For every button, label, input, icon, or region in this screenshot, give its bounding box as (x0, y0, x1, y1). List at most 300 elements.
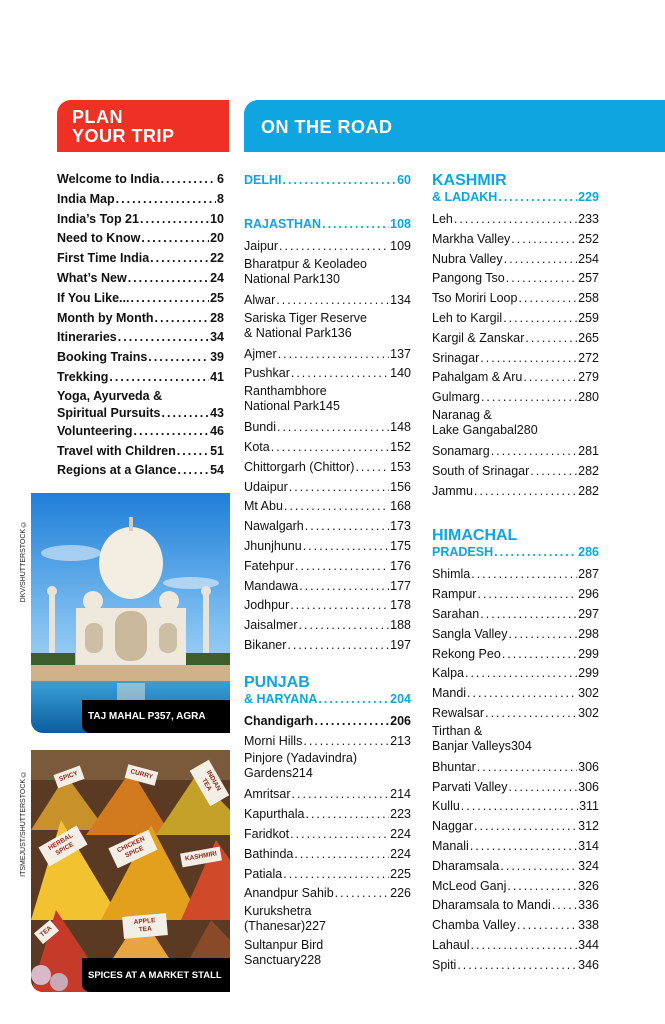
toc-entry-name: Udaipur (244, 479, 288, 494)
leader-dots (511, 230, 577, 250)
toc-entry-leh[interactable] (432, 210, 599, 230)
toc-entry-national-park[interactable] (244, 399, 411, 418)
plan-title-line2: YOUR TRIP (72, 126, 175, 146)
toc-entry-name: Sanctuary (244, 953, 301, 968)
leader-dots (133, 422, 209, 442)
toc-entry-name: Jammu (432, 483, 473, 498)
toc-entry-mt-abu[interactable] (244, 497, 411, 517)
leader-dots (283, 865, 389, 885)
toc-entry-tso-moriri-loop[interactable] (432, 289, 599, 309)
toc-entry-name: Jaisalmer (244, 618, 298, 633)
toc-entry-page: 280 (578, 390, 599, 405)
leader-dots (503, 309, 577, 329)
leader-dots (518, 289, 577, 309)
toc-entry-if-you-like[interactable] (57, 289, 224, 309)
toc-entry-gardens[interactable] (244, 766, 411, 785)
leader-dots (506, 269, 577, 289)
toc-entry-leh-to-kargil[interactable] (432, 309, 599, 329)
toc-entry-udaipur[interactable] (244, 478, 411, 498)
toc-entry-spiritual-pursuits[interactable] (57, 404, 224, 422)
toc-entry-nawalgarh[interactable] (244, 517, 411, 537)
toc-entry-bikaner[interactable] (244, 636, 411, 656)
toc-entry-page: 311 (579, 799, 599, 814)
toc-entry-thanesar[interactable] (244, 919, 411, 938)
leader-dots (525, 329, 577, 349)
toc-entry-dharamsala[interactable] (432, 857, 599, 877)
leader-dots (294, 845, 389, 865)
leader-dots (141, 229, 209, 249)
toc-entry-page: 265 (578, 330, 599, 345)
toc-entry-travel-with-children[interactable] (57, 442, 224, 462)
leader-dots (290, 825, 389, 845)
leader-dots (335, 884, 389, 904)
leader-dots (509, 625, 578, 645)
toc-entry-national-park[interactable] (244, 326, 411, 345)
toc-entry-page: 226 (390, 886, 411, 901)
toc-entry-name-line1: Ranthambhore (244, 384, 327, 399)
toc-entry-page: 336 (578, 898, 599, 913)
toc-entry-srinagar[interactable] (432, 349, 599, 369)
toc-entry-page: 153 (390, 459, 411, 474)
toc-entry-page: 176 (390, 558, 411, 573)
toc-entry-amritsar[interactable] (244, 785, 411, 805)
toc-entry-name: Gulmarg (432, 390, 480, 405)
toc-entry-name: Nawalgarh (244, 519, 304, 534)
toc-entry-page: 279 (578, 370, 599, 385)
toc-entry-ranthambhore-national-park[interactable] (244, 384, 411, 418)
toc-entry-name: & HARYANA (244, 691, 318, 706)
toc-entry-naranag-lake-gangabal[interactable] (432, 408, 599, 442)
toc-entry-page: 298 (578, 626, 599, 641)
toc-entry-name: Month by Month (57, 310, 154, 325)
leader-dots (278, 345, 389, 365)
leader-dots (477, 758, 577, 778)
region-rajasthan[interactable] (244, 216, 411, 233)
leader-dots (480, 605, 577, 625)
region-delhi[interactable] (244, 172, 411, 189)
toc-entry-name-line1: Tirthan & (432, 723, 483, 738)
toc-entry-name: Regions at a Glance (57, 463, 177, 478)
toc-entry-page: 281 (578, 443, 599, 458)
toc-entry-jaipur[interactable] (244, 237, 411, 257)
toc-entry-page: 224 (390, 846, 411, 861)
toc-entry-page: 229 (578, 190, 599, 204)
toc-entry-page: 225 (390, 866, 411, 881)
toc-entry-name-line1: Kurukshetra (244, 904, 312, 919)
toc-entry-name: First Time India (57, 251, 150, 266)
region-ladakh[interactable] (432, 172, 599, 206)
leader-dots (467, 684, 577, 704)
toc-entry-booking-trains[interactable] (57, 348, 224, 368)
toc-entry-chittorgarh-chittor[interactable] (244, 458, 411, 478)
leader-dots (494, 544, 577, 561)
toc-entry-south-of-srinagar[interactable] (432, 462, 599, 482)
toc-entry-kullu[interactable] (432, 797, 599, 817)
toc-entry-name-line1: Pinjore (Yadavindra) (244, 751, 358, 766)
leader-dots (299, 577, 389, 597)
toc-entry-jaisalmer[interactable] (244, 616, 411, 636)
toc-entry-name: Manali (432, 838, 469, 853)
leader-dots (322, 216, 389, 233)
toc-entry-page: 254 (578, 251, 599, 266)
toc-entry-page: 280 (516, 422, 538, 437)
toc-entry-name: India’s Top 21 (57, 211, 139, 226)
toc-entry-name: Rekong Peo (432, 646, 501, 661)
contents-column-2 (432, 170, 599, 976)
toc-entry-page: 145 (319, 399, 340, 414)
toc-entry-page: 233 (578, 212, 599, 226)
toc-entry-page: 109 (390, 239, 411, 253)
toc-entry-delhi[interactable] (244, 172, 411, 189)
toc-entry-first-time-india[interactable] (57, 249, 224, 269)
spice-tag: CHICKEN SPICE (108, 830, 157, 869)
toc-entry-manali[interactable] (432, 837, 599, 857)
toc-entry-bhuntar[interactable] (432, 758, 599, 778)
toc-entry-page: 299 (578, 646, 599, 661)
toc-entry-page: 272 (578, 350, 599, 365)
toc-entry-name: Leh (432, 212, 453, 226)
toc-entry-sultanpur-bird-sanctuary[interactable] (244, 938, 411, 972)
toc-entry-name: Gardens (244, 766, 292, 781)
toc-entry-volunteering[interactable] (57, 422, 224, 442)
leader-dots (480, 349, 577, 369)
toc-entry-page: 306 (578, 779, 599, 794)
toc-entry-name-line1: Sultanpur Bird (244, 938, 324, 953)
region-haryana[interactable] (244, 674, 411, 708)
toc-entry-pangong-tso[interactable] (432, 269, 599, 289)
toc-entry-haryana[interactable] (244, 691, 411, 708)
toc-entry-need-to-know[interactable] (57, 229, 224, 249)
leader-dots (289, 478, 389, 498)
region-name-line1: PUNJAB (244, 673, 310, 691)
leader-dots (177, 461, 209, 481)
toc-entry-name: Banjar Valleys (432, 738, 511, 753)
toc-entry-kota[interactable] (244, 438, 411, 458)
toc-entry-name: Morni Hills (244, 733, 303, 748)
toc-entry-page: 227 (305, 919, 326, 934)
toc-entry-page: 168 (390, 499, 411, 514)
toc-entry-name-line1: Bharatpur & Keoladeo (244, 256, 368, 271)
toc-entry-kapurthala[interactable] (244, 805, 411, 825)
leader-dots (517, 916, 577, 936)
toc-entry-shimla[interactable] (432, 565, 599, 585)
toc-entry-markha-valley[interactable] (432, 230, 599, 250)
toc-entry-name: & National Park (244, 325, 331, 340)
toc-entry-kurukshetra-thanesar[interactable] (244, 904, 411, 938)
toc-entry-page: 177 (390, 578, 411, 593)
toc-entry-pradesh[interactable] (432, 544, 599, 561)
toc-entry-sangla-valley[interactable] (432, 625, 599, 645)
leader-dots (271, 438, 389, 458)
leader-dots (491, 442, 577, 462)
toc-entry-jammu[interactable] (432, 482, 599, 502)
toc-entry-sanctuary[interactable] (244, 953, 411, 972)
toc-entry-page: 282 (578, 463, 599, 478)
toc-entry-name: Chamba Valley (432, 918, 516, 933)
toc-entry-page: 188 (390, 618, 411, 633)
toc-entry-page: 304 (510, 738, 532, 753)
toc-entry-chamba-valley[interactable] (432, 916, 599, 936)
leader-dots (454, 210, 577, 230)
toc-entry-page: 148 (390, 420, 411, 435)
toc-entry-page: 173 (390, 519, 411, 534)
leader-dots (130, 289, 209, 309)
toc-entry-india-s-top-21[interactable] (57, 210, 224, 230)
leader-dots (477, 585, 577, 605)
toc-entry-lake-gangabal[interactable] (432, 423, 599, 442)
toc-entry-india-map[interactable] (57, 190, 224, 210)
toc-entry-kargil-zanskar[interactable] (432, 329, 599, 349)
region-pradesh[interactable] (432, 527, 599, 561)
toc-entry-faridkot[interactable] (244, 825, 411, 845)
taj-caption: TAJ MAHAL P357, AGRA (82, 700, 230, 733)
toc-entry-anandpur-sahib[interactable] (244, 884, 411, 904)
toc-entry-ladakh[interactable] (432, 189, 599, 206)
toc-entry-page: 302 (578, 686, 599, 701)
toc-entry-name: Volunteering (57, 423, 133, 438)
toc-entry-page: 258 (578, 291, 599, 306)
spice-tag: SPICY (53, 766, 84, 789)
toc-entry-name: Mandawa (244, 578, 299, 593)
contents-column-1 (244, 170, 411, 972)
leader-dots (150, 249, 209, 269)
toc-entry-name: Spiti (432, 957, 457, 972)
toc-entry-page: 346 (578, 957, 599, 972)
leader-dots (140, 210, 209, 230)
toc-entry-name-line1: Yoga, Ayurveda & (57, 388, 163, 403)
toc-entry-name: Bhuntar (432, 759, 476, 774)
spice-tag: CURRY (125, 764, 158, 786)
spices-photo (31, 750, 230, 992)
toc-entry-page: 223 (390, 807, 411, 822)
toc-entry-page: 197 (390, 637, 411, 652)
toc-entry-page: 41 (210, 369, 224, 384)
leader-dots (284, 497, 389, 517)
toc-entry-parvati-valley[interactable] (432, 778, 599, 798)
toc-entry-page: 108 (390, 217, 411, 231)
leader-dots (279, 237, 389, 257)
toc-entry-name: India Map (57, 191, 115, 206)
spice-photo-credit: ITSMEJUST/SHUTTERSTOCK © (20, 770, 27, 877)
toc-entry-mcleod-ganj[interactable] (432, 877, 599, 897)
toc-entry-name: Dharamsala to Mandi (432, 898, 551, 913)
region-name-line1: HIMACHAL (432, 527, 518, 545)
toc-entry-ajmer[interactable] (244, 345, 411, 365)
toc-entry-bathinda[interactable] (244, 845, 411, 865)
toc-entry-name: Chandigarh (244, 713, 314, 728)
toc-entry-sonamarg[interactable] (432, 442, 599, 462)
leader-dots (470, 837, 577, 857)
toc-entry-welcome-to-india[interactable] (57, 170, 224, 190)
spice-caption: SPICES AT A MARKET STALL (82, 958, 230, 992)
toc-entry-rekong-peo[interactable] (432, 645, 599, 665)
toc-entry-page: 314 (578, 838, 599, 853)
toc-entry-page: 43 (210, 405, 224, 420)
toc-entry-name: Itineraries (57, 330, 117, 345)
toc-entry-pahalgam-aru[interactable] (432, 368, 599, 388)
spice-tag: APPLE TEA (122, 913, 168, 939)
toc-entry-page: 259 (578, 310, 599, 325)
toc-entry-page: 60 (397, 173, 411, 187)
toc-entry-page: 252 (578, 231, 599, 246)
toc-entry-sariska-tiger-reserve-national-park[interactable] (244, 311, 411, 345)
toc-entry-page: 46 (210, 423, 224, 438)
toc-entry-name: Markha Valley (432, 231, 511, 246)
toc-entry-dharamsala-to-mandi[interactable] (432, 896, 599, 916)
toc-entry-page: 286 (578, 545, 599, 560)
toc-entry-name: Anandpur Sahib (244, 886, 334, 901)
plan-your-trip-banner (57, 100, 229, 152)
toc-entry-page: 338 (578, 918, 599, 933)
toc-entry-name: Sonamarg (432, 443, 490, 458)
toc-entry-lahaul[interactable] (432, 936, 599, 956)
leader-dots (287, 636, 389, 656)
toc-entry-page: 204 (390, 691, 411, 706)
toc-entry-name: Kargil & Zanskar (432, 330, 525, 345)
toc-entry-regions-at-a-glance[interactable] (57, 461, 224, 481)
toc-entry-page: 24 (210, 270, 224, 285)
leader-dots (155, 309, 210, 329)
toc-entry-name: Trekking (57, 369, 109, 384)
toc-entry-name: Leh to Kargil (432, 310, 503, 325)
toc-entry-name: Faridkot (244, 826, 290, 841)
toc-entry-page: 344 (578, 937, 599, 952)
leader-dots (128, 269, 209, 289)
leader-dots (355, 458, 389, 478)
toc-entry-mandi[interactable] (432, 684, 599, 704)
toc-entry-page: 214 (390, 787, 411, 802)
toc-entry-name: Ajmer (244, 346, 277, 361)
toc-entry-name: Fatehpur (244, 558, 295, 573)
leader-dots (485, 704, 577, 724)
leader-dots (305, 805, 389, 825)
leader-dots (474, 817, 577, 837)
spice-tag: TEA (34, 920, 59, 944)
toc-entry-chandigarh[interactable] (244, 712, 411, 732)
toc-entry-page: 175 (390, 538, 411, 553)
toc-entry-bharatpur-keoladeo-national-park[interactable] (244, 257, 411, 291)
toc-entry-pushkar[interactable] (244, 364, 411, 384)
leader-dots (318, 691, 389, 708)
toc-entry-what-s-new[interactable] (57, 269, 224, 289)
toc-entry-name-line1: Naranag & (432, 407, 492, 422)
toc-entry-name: Parvati Valley (432, 779, 508, 794)
toc-entry-name: PRADESH (432, 545, 494, 560)
toc-entry-name: Need to Know (57, 231, 141, 246)
toc-entry-page: 206 (390, 713, 411, 728)
toc-entry-rewalsar[interactable] (432, 704, 599, 724)
toc-entry-name: Pushkar (244, 366, 290, 381)
toc-entry-bundi[interactable] (244, 418, 411, 438)
toc-entry-name: Kota (244, 439, 270, 454)
toc-entry-name: DELHI (244, 173, 282, 187)
toc-entry-name: Spiritual Pursuits (57, 405, 161, 420)
toc-entry-morni-hills[interactable] (244, 732, 411, 752)
toc-entry-itineraries[interactable] (57, 328, 224, 348)
toc-entry-name: Bundi (244, 420, 276, 435)
leader-dots (481, 388, 577, 408)
toc-entry-name: Lake Gangabal (432, 422, 517, 437)
toc-entry-page: 324 (578, 858, 599, 873)
leader-dots (530, 462, 577, 482)
leader-dots (471, 565, 577, 585)
leader-dots (509, 778, 578, 798)
toc-entry-sarahan[interactable] (432, 605, 599, 625)
toc-entry-rajasthan[interactable] (244, 216, 411, 233)
leader-dots (177, 442, 209, 462)
toc-entry-page: 137 (390, 346, 411, 361)
toc-entry-name: Pangong Tso (432, 271, 505, 286)
toc-entry-month-by-month[interactable] (57, 309, 224, 329)
leader-dots (148, 348, 209, 368)
toc-entry-name: Srinagar (432, 350, 480, 365)
taj-mahal-image (31, 493, 230, 733)
leader-dots (276, 291, 389, 311)
toc-entry-name: What’s New (57, 270, 127, 285)
toc-entry-jhunjhunu[interactable] (244, 537, 411, 557)
toc-entry-spiti[interactable] (432, 956, 599, 976)
toc-entry-page: 25 (210, 290, 224, 305)
toc-entry-name: Sangla Valley (432, 626, 508, 641)
toc-entry-name: RAJASTHAN (244, 217, 322, 231)
toc-entry-alwar[interactable] (244, 291, 411, 311)
toc-entry-name: (Thanesar) (244, 919, 306, 934)
toc-entry-mandawa[interactable] (244, 577, 411, 597)
toc-entry-spiritual-pursuits[interactable] (57, 388, 224, 422)
toc-entry-jodhpur[interactable] (244, 596, 411, 616)
toc-entry-national-park[interactable] (244, 272, 411, 291)
toc-entry-tirthan-banjar-valleys[interactable] (432, 724, 599, 758)
toc-entry-page: 326 (578, 878, 599, 893)
toc-entry-page: 54 (210, 463, 224, 478)
toc-entry-kalpa[interactable] (432, 664, 599, 684)
toc-entry-page: 20 (210, 231, 224, 246)
toc-entry-page: 28 (210, 310, 224, 325)
toc-entry-name: McLeod Ganj (432, 878, 507, 893)
toc-entry-name: Sarahan (432, 606, 480, 621)
toc-entry-page: 228 (300, 953, 322, 968)
toc-entry-page: 152 (390, 439, 411, 454)
leader-dots (305, 517, 389, 537)
leader-dots (299, 616, 390, 636)
toc-entry-page: 6 (217, 172, 224, 186)
toc-entry-gulmarg[interactable] (432, 388, 599, 408)
road-title: ON THE ROAD (261, 117, 393, 137)
leader-dots (283, 172, 397, 189)
toc-entry-nubra-valley[interactable] (432, 250, 599, 270)
leader-dots (292, 785, 390, 805)
toc-entry-name: Alwar (244, 292, 276, 307)
toc-entry-patiala[interactable] (244, 865, 411, 885)
toc-entry-naggar[interactable] (432, 817, 599, 837)
toc-entry-page: 257 (578, 271, 599, 286)
leader-dots (291, 364, 389, 384)
toc-entry-name: Amritsar (244, 787, 291, 802)
toc-entry-page: 287 (578, 567, 599, 582)
toc-entry-banjar-valleys[interactable] (432, 739, 599, 758)
toc-entry-page: 130 (319, 271, 340, 286)
toc-entry-name: Shimla (432, 567, 471, 582)
leader-dots (471, 936, 578, 956)
toc-entry-trekking[interactable] (57, 368, 224, 388)
spice-tag: HERBAL SPICE (38, 825, 87, 866)
toc-entry-page: 8 (217, 191, 224, 206)
toc-entry-fatehpur[interactable] (244, 557, 411, 577)
toc-entry-rampur[interactable] (432, 585, 599, 605)
toc-entry-pinjore-yadavindra-gardens[interactable] (244, 751, 411, 785)
toc-entry-name: Naggar (432, 819, 473, 834)
toc-entry-name: Rampur (432, 587, 477, 602)
